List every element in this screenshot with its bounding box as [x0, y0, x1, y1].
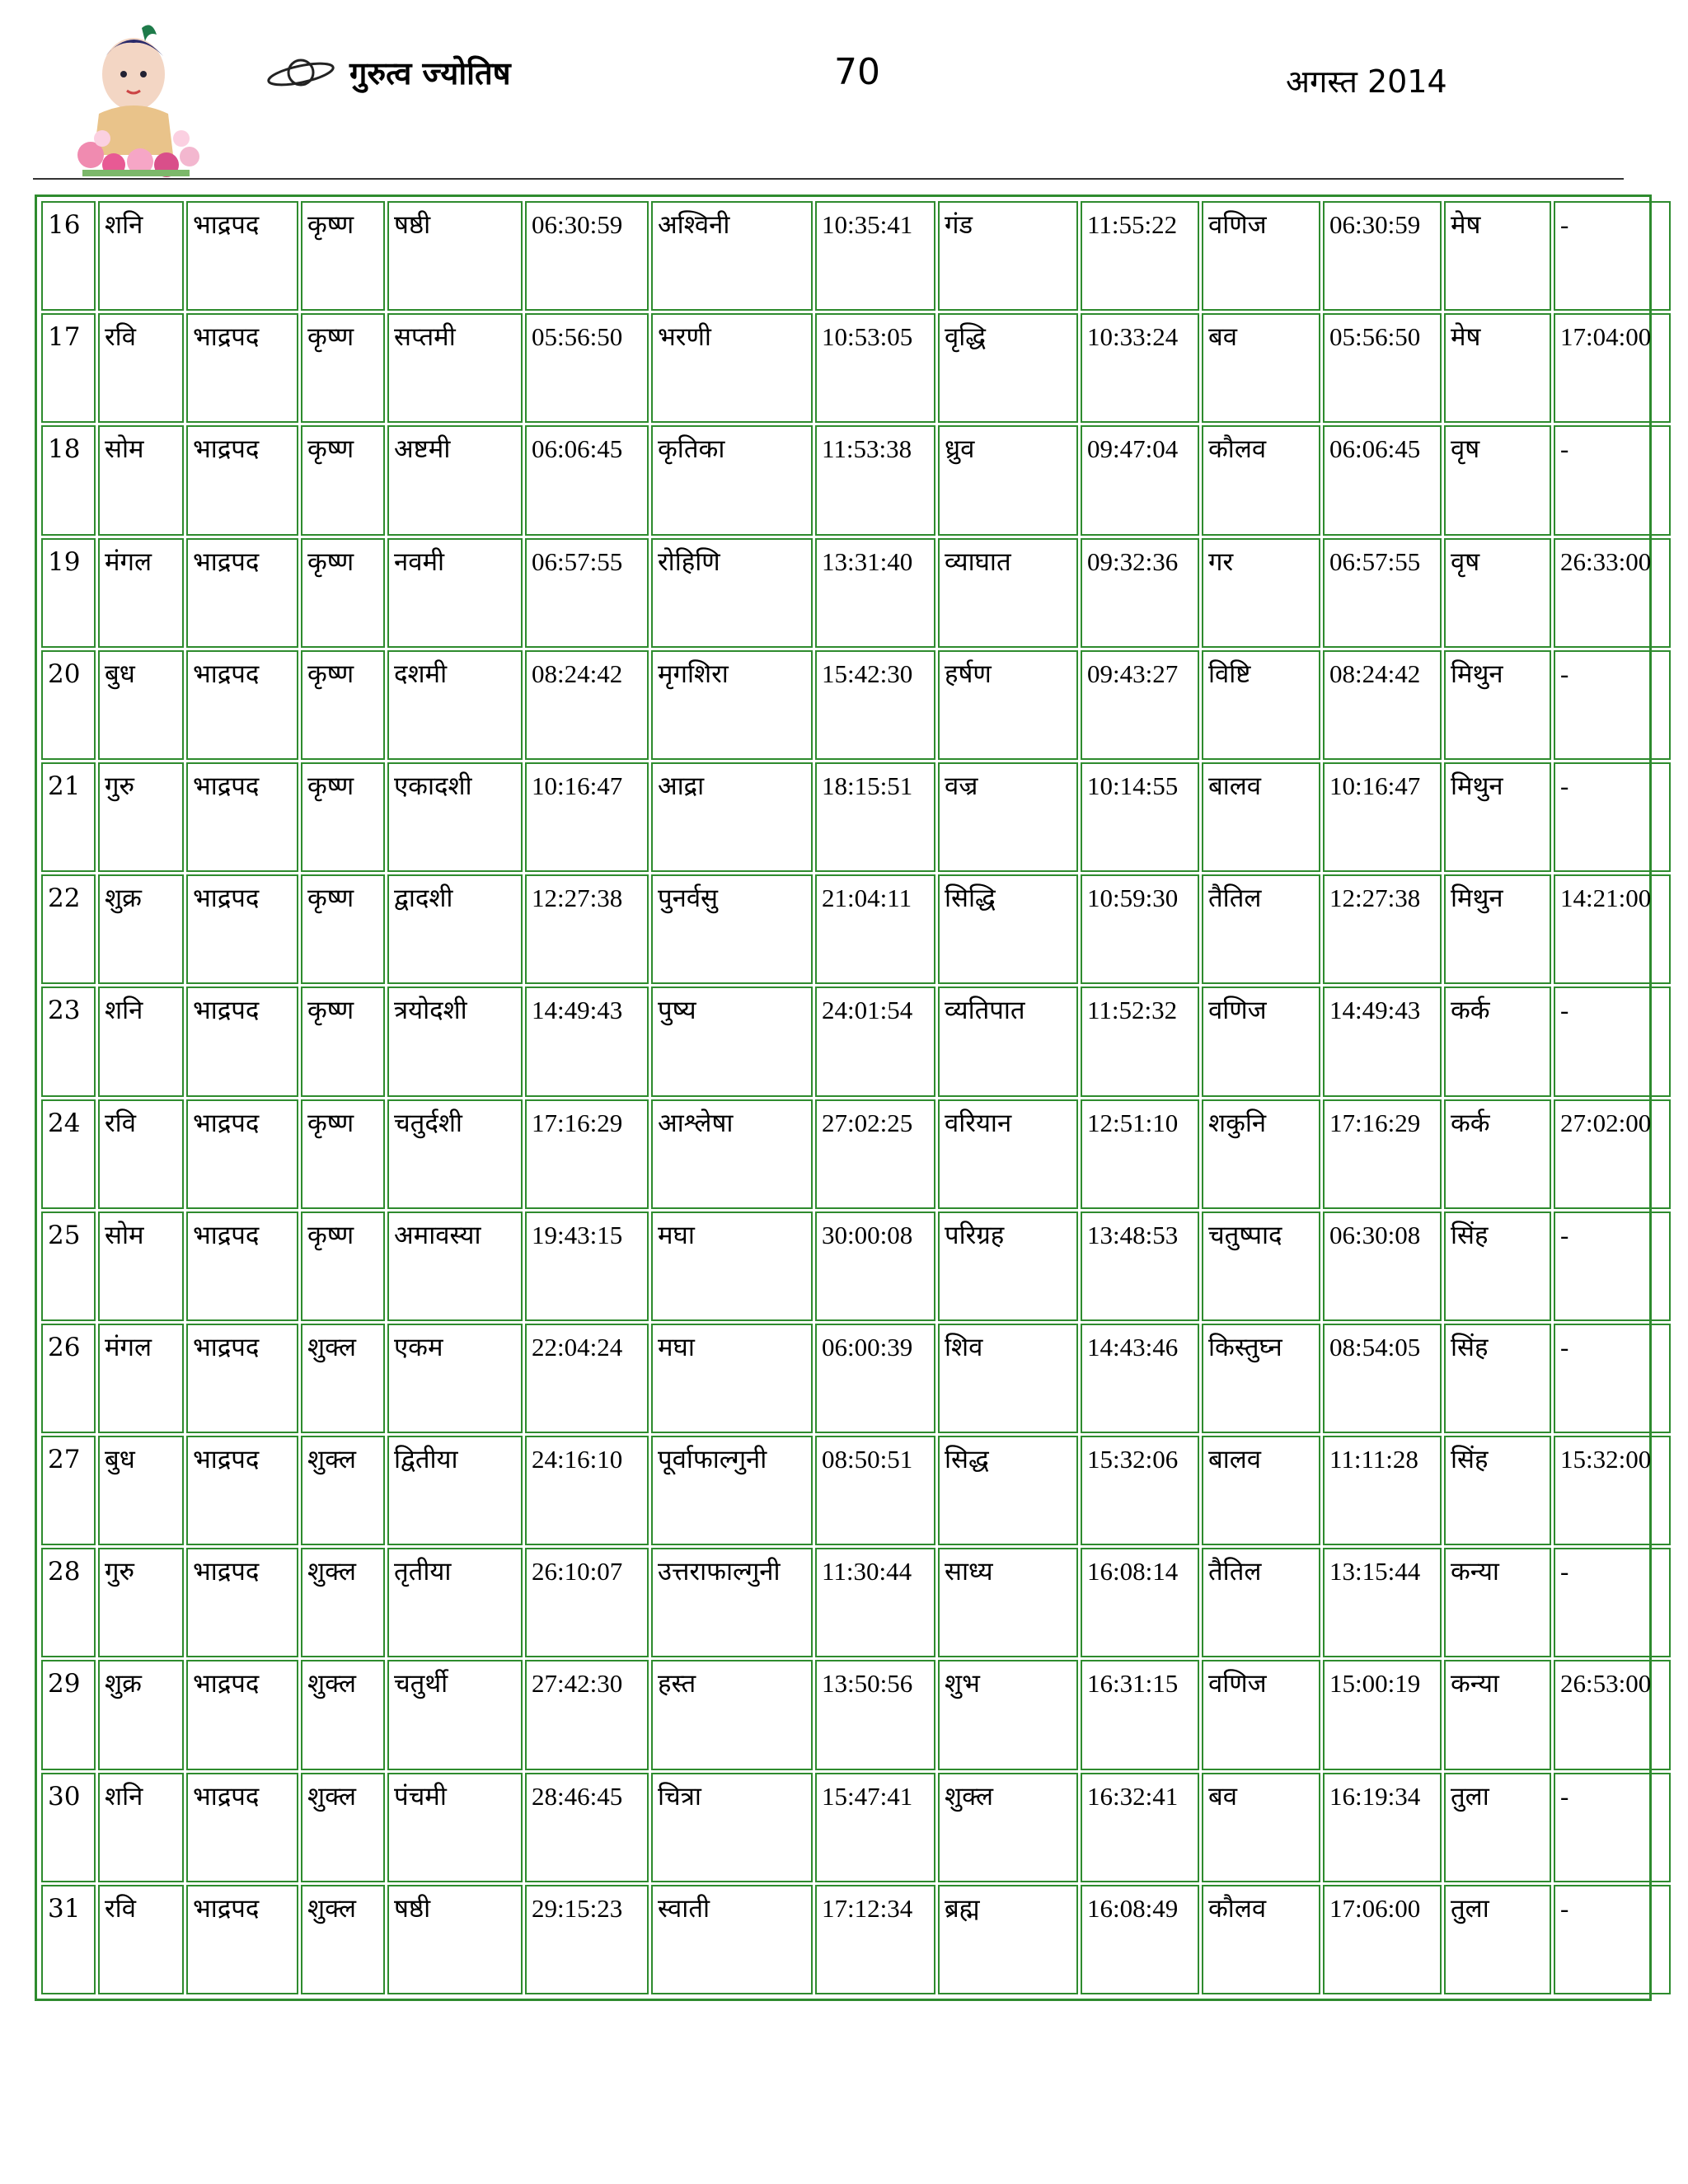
cell-hindu-month: भाद्रपद [186, 874, 298, 984]
cell-paksha: कृष्ण [301, 538, 385, 648]
cell-karana-end-time: 10:16:47 [1323, 762, 1442, 872]
cell-moon-sign: मिथुन [1444, 874, 1551, 984]
cell-nakshatra-end-time: 21:04:11 [815, 874, 935, 984]
cell-nakshatra: अश्विनी [651, 201, 813, 311]
cell-nakshatra: चित्रा [651, 1773, 813, 1882]
cell-paksha: शुक्ल [301, 1548, 385, 1657]
cell-tithi: अमावस्या [387, 1212, 523, 1321]
table-row [41, 1773, 1671, 1882]
cell-nakshatra: उत्तराफाल्गुनी [651, 1548, 813, 1657]
cell-karana: विष्टि [1202, 650, 1320, 760]
cell-nakshatra-end-time: 13:31:40 [815, 538, 935, 648]
cell-karana: किस्तुघ्न [1202, 1324, 1320, 1433]
cell-nakshatra-end-time: 18:15:51 [815, 762, 935, 872]
cell-karana: तैतिल [1202, 1548, 1320, 1657]
cell-nakshatra-end-time: 27:02:25 [815, 1099, 935, 1209]
cell-karana: गर [1202, 538, 1320, 648]
cell-karana-end-time: 08:24:42 [1323, 650, 1442, 760]
cell-paksha: कृष्ण [301, 1099, 385, 1209]
cell-karana-end-time: 13:15:44 [1323, 1548, 1442, 1657]
cell-moon-sign-end-time: 15:32:00 [1554, 1436, 1671, 1545]
cell-moon-sign: कर्क [1444, 987, 1551, 1096]
cell-nakshatra: भरणी [651, 313, 813, 423]
cell-nakshatra: रोहिणि [651, 538, 813, 648]
cell-date: 25 [41, 1212, 96, 1321]
brand-title: गुरुत्व ज्योतिष [349, 55, 511, 91]
cell-nakshatra-end-time: 10:53:05 [815, 313, 935, 423]
cell-yoga: ध्रुव [938, 425, 1078, 535]
cell-tithi-end-time: 06:30:59 [525, 201, 649, 311]
cell-date: 20 [41, 650, 96, 760]
cell-nakshatra: आश्लेषा [651, 1099, 813, 1209]
cell-yoga: वरियान [938, 1099, 1078, 1209]
cell-nakshatra: आद्रा [651, 762, 813, 872]
cell-paksha: शुक्ल [301, 1773, 385, 1882]
month-year: अगस्त 2014 [1286, 63, 1447, 100]
cell-karana: शकुनि [1202, 1099, 1320, 1209]
cell-yoga: सिद्ध [938, 1436, 1078, 1545]
panchang-table [39, 199, 1673, 1997]
cell-yoga: शिव [938, 1324, 1078, 1433]
cell-karana-end-time: 11:11:28 [1323, 1436, 1442, 1545]
cell-karana: बालव [1202, 1436, 1320, 1545]
cell-paksha: शुक्ल [301, 1660, 385, 1769]
table-row [41, 1660, 1671, 1769]
cell-paksha: कृष्ण [301, 313, 385, 423]
cell-karana: बालव [1202, 762, 1320, 872]
cell-hindu-month: भाद्रपद [186, 538, 298, 648]
cell-moon-sign-end-time: 26:53:00 [1554, 1660, 1671, 1769]
cell-yoga-end-time: 10:33:24 [1081, 313, 1199, 423]
cell-hindu-month: भाद्रपद [186, 425, 298, 535]
cell-hindu-month: भाद्रपद [186, 1660, 298, 1769]
cell-karana: वणिज [1202, 201, 1320, 311]
cell-weekday: शनि [98, 201, 184, 311]
cell-moon-sign-end-time: - [1554, 987, 1671, 1096]
cell-hindu-month: भाद्रपद [186, 1436, 298, 1545]
cell-date: 23 [41, 987, 96, 1096]
cell-moon-sign-end-time: - [1554, 425, 1671, 535]
cell-weekday: मंगल [98, 1324, 184, 1433]
cell-yoga: ब्रह्म [938, 1885, 1078, 1994]
cell-date: 19 [41, 538, 96, 648]
cell-nakshatra-end-time: 17:12:34 [815, 1885, 935, 1994]
cell-yoga: व्याघात [938, 538, 1078, 648]
cell-weekday: सोम [98, 425, 184, 535]
cell-moon-sign-end-time: - [1554, 1773, 1671, 1882]
cell-moon-sign-end-time: - [1554, 1885, 1671, 1994]
cell-tithi: सप्तमी [387, 313, 523, 423]
cell-yoga-end-time: 16:08:14 [1081, 1548, 1199, 1657]
cell-date: 18 [41, 425, 96, 535]
cell-nakshatra-end-time: 11:53:38 [815, 425, 935, 535]
cell-tithi-end-time: 24:16:10 [525, 1436, 649, 1545]
cell-karana: कौलव [1202, 425, 1320, 535]
cell-yoga-end-time: 15:32:06 [1081, 1436, 1199, 1545]
cell-nakshatra: मघा [651, 1324, 813, 1433]
cell-yoga: साध्य [938, 1548, 1078, 1657]
planet-icon [264, 52, 338, 93]
cell-date: 17 [41, 313, 96, 423]
table-row [41, 313, 1671, 423]
brand [264, 48, 511, 97]
cell-tithi-end-time: 06:57:55 [525, 538, 649, 648]
cell-weekday: बुध [98, 1436, 184, 1545]
cell-tithi: एकादशी [387, 762, 523, 872]
cell-moon-sign-end-time: 17:04:00 [1554, 313, 1671, 423]
cell-tithi-end-time: 26:10:07 [525, 1548, 649, 1657]
cell-paksha: कृष्ण [301, 425, 385, 535]
cell-yoga-end-time: 10:14:55 [1081, 762, 1199, 872]
cell-moon-sign: कर्क [1444, 1099, 1551, 1209]
cell-paksha: कृष्ण [301, 1212, 385, 1321]
cell-nakshatra: पुनर्वसु [651, 874, 813, 984]
cell-moon-sign: सिंह [1444, 1436, 1551, 1545]
cell-tithi-end-time: 14:49:43 [525, 987, 649, 1096]
cell-yoga-end-time: 09:43:27 [1081, 650, 1199, 760]
cell-tithi-end-time: 06:06:45 [525, 425, 649, 535]
cell-karana: तैतिल [1202, 874, 1320, 984]
cell-tithi-end-time: 22:04:24 [525, 1324, 649, 1433]
cell-yoga-end-time: 16:08:49 [1081, 1885, 1199, 1994]
cell-moon-sign: कन्या [1444, 1660, 1551, 1769]
cell-yoga: वृद्धि [938, 313, 1078, 423]
cell-hindu-month: भाद्रपद [186, 201, 298, 311]
cell-moon-sign-end-time: - [1554, 650, 1671, 760]
cell-karana: चतुष्पाद [1202, 1212, 1320, 1321]
table-row [41, 762, 1671, 872]
cell-tithi-end-time: 08:24:42 [525, 650, 649, 760]
cell-tithi: द्वादशी [387, 874, 523, 984]
cell-nakshatra: कृतिका [651, 425, 813, 535]
page-number: 70 [834, 51, 880, 93]
cell-yoga-end-time: 12:51:10 [1081, 1099, 1199, 1209]
cell-yoga-end-time: 16:32:41 [1081, 1773, 1199, 1882]
cell-nakshatra-end-time: 08:50:51 [815, 1436, 935, 1545]
cell-karana-end-time: 05:56:50 [1323, 313, 1442, 423]
cell-nakshatra-end-time: 15:42:30 [815, 650, 935, 760]
cell-yoga-end-time: 11:52:32 [1081, 987, 1199, 1096]
cell-karana: वणिज [1202, 1660, 1320, 1769]
cell-karana-end-time: 17:16:29 [1323, 1099, 1442, 1209]
cell-weekday: शनि [98, 1773, 184, 1882]
cell-karana-end-time: 06:30:59 [1323, 201, 1442, 311]
cell-nakshatra: पुष्य [651, 987, 813, 1096]
cell-tithi: दशमी [387, 650, 523, 760]
cell-yoga-end-time: 11:55:22 [1081, 201, 1199, 311]
cell-yoga-end-time: 09:47:04 [1081, 425, 1199, 535]
cell-tithi: एकम [387, 1324, 523, 1433]
cell-karana-end-time: 06:06:45 [1323, 425, 1442, 535]
cell-tithi-end-time: 05:56:50 [525, 313, 649, 423]
cell-yoga-end-time: 10:59:30 [1081, 874, 1199, 984]
cell-date: 24 [41, 1099, 96, 1209]
cell-tithi: त्रयोदशी [387, 987, 523, 1096]
cell-tithi: चतुर्थी [387, 1660, 523, 1769]
cell-karana-end-time: 12:27:38 [1323, 874, 1442, 984]
cell-date: 31 [41, 1885, 96, 1994]
cell-yoga: व्यतिपात [938, 987, 1078, 1096]
cell-tithi-end-time: 17:16:29 [525, 1099, 649, 1209]
cell-nakshatra: पूर्वाफाल्गुनी [651, 1436, 813, 1545]
cell-hindu-month: भाद्रपद [186, 1324, 298, 1433]
cell-moon-sign-end-time: - [1554, 762, 1671, 872]
cell-tithi-end-time: 29:15:23 [525, 1885, 649, 1994]
panchang-table-body [41, 201, 1671, 1994]
cell-nakshatra-end-time: 11:30:44 [815, 1548, 935, 1657]
cell-paksha: कृष्ण [301, 987, 385, 1096]
cell-yoga-end-time: 13:48:53 [1081, 1212, 1199, 1321]
cell-hindu-month: भाद्रपद [186, 1885, 298, 1994]
cell-paksha: शुक्ल [301, 1436, 385, 1545]
cell-date: 28 [41, 1548, 96, 1657]
cell-nakshatra-end-time: 24:01:54 [815, 987, 935, 1096]
cell-karana: बव [1202, 313, 1320, 423]
cell-moon-sign: वृष [1444, 425, 1551, 535]
table-row [41, 650, 1671, 760]
cell-paksha: कृष्ण [301, 650, 385, 760]
cell-moon-sign: सिंह [1444, 1212, 1551, 1321]
cell-date: 26 [41, 1324, 96, 1433]
cell-karana: वणिज [1202, 987, 1320, 1096]
cell-moon-sign: कन्या [1444, 1548, 1551, 1657]
cell-weekday: शुक्र [98, 1660, 184, 1769]
cell-tithi: तृतीया [387, 1548, 523, 1657]
cell-moon-sign: तुला [1444, 1885, 1551, 1994]
cell-moon-sign-end-time: 27:02:00 [1554, 1099, 1671, 1209]
cell-hindu-month: भाद्रपद [186, 1212, 298, 1321]
cell-yoga: गंड [938, 201, 1078, 311]
cell-tithi: अष्टमी [387, 425, 523, 535]
cell-yoga-end-time: 16:31:15 [1081, 1660, 1199, 1769]
cell-yoga: सिद्धि [938, 874, 1078, 984]
cell-tithi-end-time: 19:43:15 [525, 1212, 649, 1321]
cell-moon-sign: मिथुन [1444, 650, 1551, 760]
cell-nakshatra-end-time: 06:00:39 [815, 1324, 935, 1433]
cell-karana-end-time: 06:57:55 [1323, 538, 1442, 648]
cell-tithi: पंचमी [387, 1773, 523, 1882]
cell-moon-sign-end-time: - [1554, 1212, 1671, 1321]
cell-date: 30 [41, 1773, 96, 1882]
cell-hindu-month: भाद्रपद [186, 1099, 298, 1209]
cell-nakshatra: मृगशिरा [651, 650, 813, 760]
cell-yoga: शुभ [938, 1660, 1078, 1769]
cell-nakshatra-end-time: 10:35:41 [815, 201, 935, 311]
cell-hindu-month: भाद्रपद [186, 1773, 298, 1882]
table-row [41, 1099, 1671, 1209]
cell-yoga: शुक्ल [938, 1773, 1078, 1882]
cell-karana-end-time: 14:49:43 [1323, 987, 1442, 1096]
table-row [41, 425, 1671, 535]
cell-weekday: मंगल [98, 538, 184, 648]
cell-karana: बव [1202, 1773, 1320, 1882]
cell-hindu-month: भाद्रपद [186, 650, 298, 760]
cell-paksha: कृष्ण [301, 762, 385, 872]
cell-nakshatra-end-time: 13:50:56 [815, 1660, 935, 1769]
cell-karana-end-time: 06:30:08 [1323, 1212, 1442, 1321]
cell-moon-sign: मिथुन [1444, 762, 1551, 872]
cell-weekday: रवि [98, 1099, 184, 1209]
cell-moon-sign: मेष [1444, 201, 1551, 311]
table-row [41, 1212, 1671, 1321]
table-row [41, 1548, 1671, 1657]
cell-moon-sign: वृष [1444, 538, 1551, 648]
cell-weekday: सोम [98, 1212, 184, 1321]
cell-weekday: शनि [98, 987, 184, 1096]
cell-nakshatra: हस्त [651, 1660, 813, 1769]
page-header [0, 0, 1688, 181]
cell-moon-sign-end-time: - [1554, 201, 1671, 311]
cell-date: 27 [41, 1436, 96, 1545]
cell-paksha: शुक्ल [301, 1885, 385, 1994]
cell-karana-end-time: 16:19:34 [1323, 1773, 1442, 1882]
table-row [41, 1436, 1671, 1545]
table-row [41, 201, 1671, 311]
cell-karana-end-time: 17:06:00 [1323, 1885, 1442, 1994]
cell-yoga-end-time: 09:32:36 [1081, 538, 1199, 648]
krishna-logo-image [66, 23, 202, 180]
cell-moon-sign-end-time: - [1554, 1324, 1671, 1433]
cell-nakshatra-end-time: 30:00:08 [815, 1212, 935, 1321]
cell-moon-sign: मेष [1444, 313, 1551, 423]
cell-hindu-month: भाद्रपद [186, 987, 298, 1096]
cell-nakshatra-end-time: 15:47:41 [815, 1773, 935, 1882]
cell-hindu-month: भाद्रपद [186, 313, 298, 423]
cell-tithi-end-time: 12:27:38 [525, 874, 649, 984]
cell-moon-sign-end-time: - [1554, 1548, 1671, 1657]
cell-date: 16 [41, 201, 96, 311]
cell-tithi-end-time: 10:16:47 [525, 762, 649, 872]
table-row [41, 874, 1671, 984]
cell-tithi: चतुर्दशी [387, 1099, 523, 1209]
cell-paksha: कृष्ण [301, 874, 385, 984]
table-row [41, 1885, 1671, 1994]
table-row [41, 1324, 1671, 1433]
cell-weekday: रवि [98, 1885, 184, 1994]
cell-tithi: द्वितीया [387, 1436, 523, 1545]
cell-date: 29 [41, 1660, 96, 1769]
cell-weekday: गुरु [98, 762, 184, 872]
cell-tithi: षष्ठी [387, 1885, 523, 1994]
header-divider [33, 178, 1624, 180]
cell-hindu-month: भाद्रपद [186, 762, 298, 872]
cell-weekday: गुरु [98, 1548, 184, 1657]
cell-hindu-month: भाद्रपद [186, 1548, 298, 1657]
cell-paksha: शुक्ल [301, 1324, 385, 1433]
table-row [41, 538, 1671, 648]
cell-tithi: नवमी [387, 538, 523, 648]
table-row [41, 987, 1671, 1096]
cell-karana-end-time: 15:00:19 [1323, 1660, 1442, 1769]
cell-moon-sign-end-time: 14:21:00 [1554, 874, 1671, 984]
cell-yoga: हर्षण [938, 650, 1078, 760]
cell-weekday: शुक्र [98, 874, 184, 984]
cell-karana: कौलव [1202, 1885, 1320, 1994]
cell-tithi-end-time: 27:42:30 [525, 1660, 649, 1769]
cell-yoga: वज्र [938, 762, 1078, 872]
cell-tithi: षष्ठी [387, 201, 523, 311]
cell-moon-sign-end-time: 26:33:00 [1554, 538, 1671, 648]
cell-paksha: कृष्ण [301, 201, 385, 311]
panchang-table-frame [35, 194, 1652, 2001]
cell-nakshatra: स्वाती [651, 1885, 813, 1994]
cell-yoga: परिग्रह [938, 1212, 1078, 1321]
cell-weekday: बुध [98, 650, 184, 760]
cell-moon-sign: तुला [1444, 1773, 1551, 1882]
cell-nakshatra: मघा [651, 1212, 813, 1321]
cell-yoga-end-time: 14:43:46 [1081, 1324, 1199, 1433]
cell-date: 21 [41, 762, 96, 872]
cell-weekday: रवि [98, 313, 184, 423]
cell-moon-sign: सिंह [1444, 1324, 1551, 1433]
cell-tithi-end-time: 28:46:45 [525, 1773, 649, 1882]
cell-karana-end-time: 08:54:05 [1323, 1324, 1442, 1433]
cell-date: 22 [41, 874, 96, 984]
